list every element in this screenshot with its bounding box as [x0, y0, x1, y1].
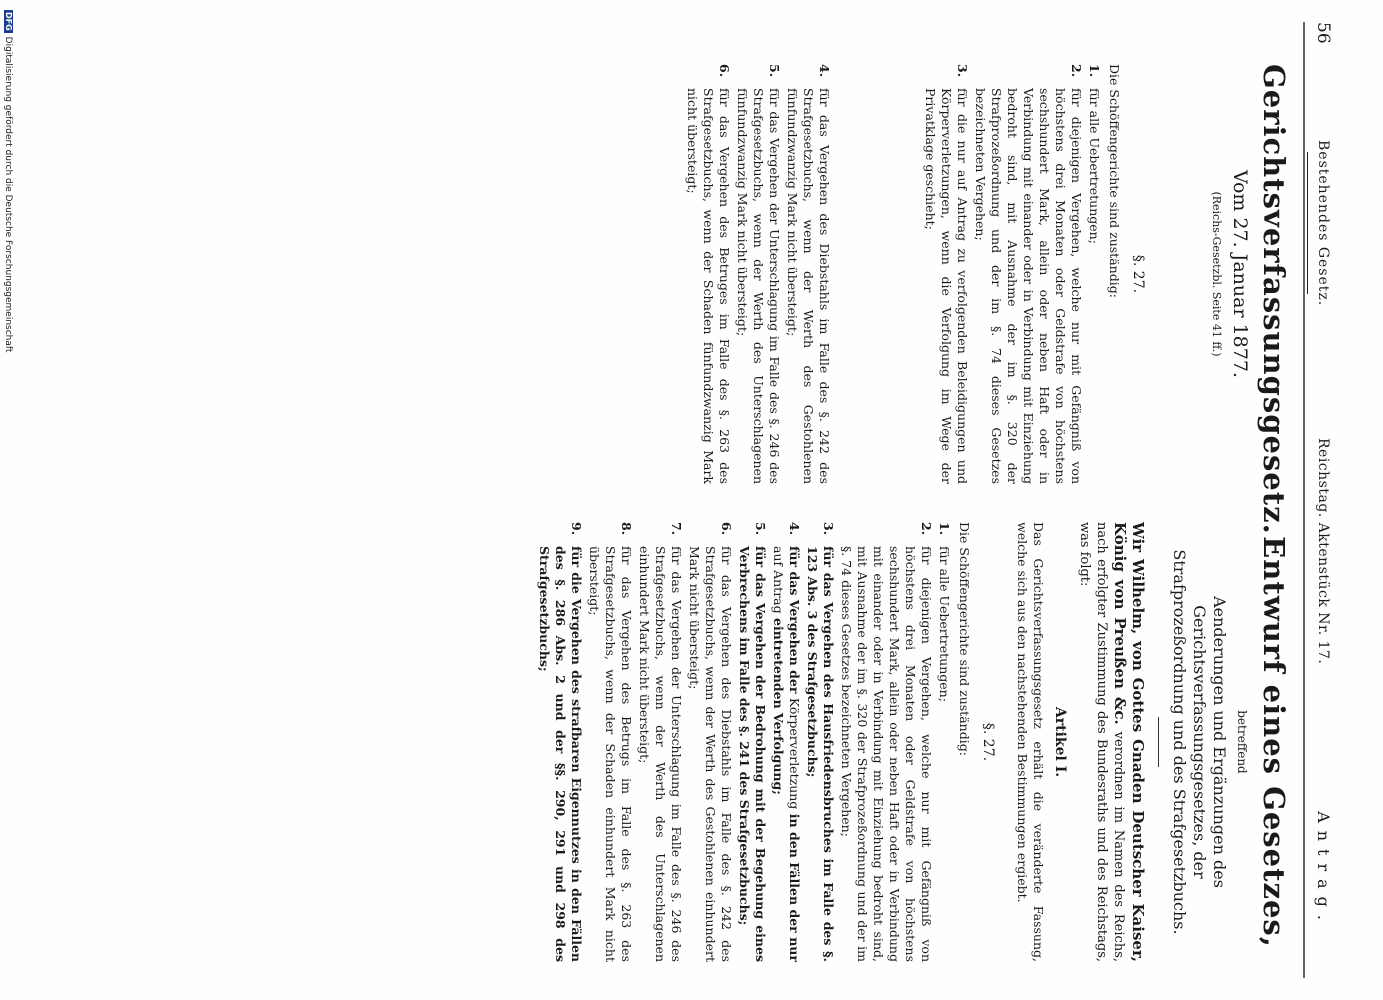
existing-law-section-heading: §. 27. [1130, 254, 1146, 294]
existing-law-column [682, 64, 1291, 535]
list-item: 6. für das Vergehen des Betruges im Falle des §. 263 des Strafgesetzbuchs, wenn der Schaden fünfundzwanzig Mark nicht übersteigt; [685, 64, 732, 484]
digitization-credit-text: Digitalisierung gefördert durch die Deutsche Forschungsgemeinschaft [3, 36, 13, 353]
existing-law-intro: Die Schöffengerichte sind zuständig: [1107, 64, 1122, 298]
draft-bill-intro: Die Schöffengerichte sind zuständig: [957, 522, 972, 756]
list-item: 1. für alle Uebertretungen; [1087, 64, 1102, 244]
list-item: 9. für die Vergehen des strafbaren Eigennutzes in den Fällen des §. 286 Abs. 2 und der §§. 290, 291 und 298 des Strafgesetzbuchs; [537, 522, 584, 962]
page-number: 56 [1313, 22, 1333, 44]
list-item: 2. für diejenigen Vergehen, welche nur mit Gefängniß von höchstens drei Monaten oder Geldstrafe von höchstens sechshundert Mark, allein oder neben Haft oder in Verbindung mit einander oder in Verbindung mit Einziehung bedroht sind, mit Ausnahme der im §. 320 der Strafprozeßordnung und der im §. 74 dieses Gesetzes bezeichneten Vergehen; [973, 64, 1084, 484]
draft-bill-title: Entwurf eines Gesetzes, [1257, 536, 1291, 948]
article-text: Das Gerichtsverfassungsgesetz erhält die veränderte Fassung, welche sich aus den nachstehenden Bestimmungen ergiebt. [1015, 522, 1046, 962]
header-left-label: Bestehendes Gesetz. [1315, 140, 1331, 307]
dfg-logo: DFG [4, 12, 13, 31]
list-item: 5. für das Vergehen der Unterschlagung im Falle des §. 246 des Strafgesetzbuchs, wenn der Werth des Unterschlagenen fünfundzwanzig Mark nicht übersteigt; [735, 64, 782, 484]
list-item: 3. für die nur auf Antrag zu verfolgenden Beleidigungen und Körperverletzungen, wenn die Verfolgung im Wege der Privatklage geschieht; [923, 64, 970, 484]
draft-bill-preamble [1076, 522, 1146, 962]
header-right-label: Antrag. [1314, 811, 1333, 928]
draft-bill-section-heading: §. 27. [980, 722, 996, 762]
list-item: 1. für alle Uebertretungen; [937, 522, 952, 702]
list-item: 3. für das Vergehen des Hausfriedensbruches im Falle des §. 123 Abs. 3 des Strafgesetzbuchs; [805, 522, 836, 962]
draft-bill-list [536, 522, 952, 962]
preamble-text: verordnen im Namen des Reichs, nach erfolgter Zustimmung des Bundesraths und des Reichstags, was folgt: [1077, 522, 1126, 962]
digitization-credit [3, 10, 13, 352]
list-item: 5. für das Vergehen der Bedrohung mit der Begehung eines Verbrechens im Falle des §. 241 des Strafgesetzbuchs; [737, 522, 768, 962]
draft-bill-column [534, 522, 1291, 962]
list-item: 2. für diejenigen Vergehen, welche nur mit Gefängniß von höchstens drei Monaten oder Geldstrafe von höchstens sechshundert Mark, allein oder neben Haft oder in Verbindung mit einander oder in Verbindung mit Einziehung bedroht sind, mit Ausnahme der im §. 320 der Strafprozeßordnung und der im §. 74 dieses Gesetzes bezeichneten Vergehen; [839, 522, 934, 962]
list-item: 6. für das Vergehen des Diebstahls im Falle des §. 242 des Strafgesetzbuchs, wenn der Werth des Gestohlenen einhundert Mark nicht übersteigt; [687, 522, 734, 962]
list-item: 7. für das Vergehen der Unterschlagung im Falle des §. 246 des Strafgesetzbuchs, wenn der Werth des Unterschlagenen einhundert Mark nicht übersteigt; [637, 522, 684, 962]
existing-law-title: Gerichtsverfassungsgesetz. [1257, 64, 1291, 535]
draft-bill-subtitle: Aenderungen und Ergänzungen des Gerichtsverfassungsgesetzes, der Strafprozeßordnung und des Strafgesetzbuchs. [1170, 549, 1229, 935]
preamble-ruler: Wir Wilhelm, von Gottes Gnaden Deutscher Kaiser, König von Preußen &c. [1111, 522, 1147, 962]
list-item: 8. für das Vergehen des Betrugs im Falle des §. 263 des Strafgesetzbuchs, wenn der Schaden einhundert Mark nicht übersteigt; [587, 522, 634, 962]
divider [1158, 717, 1159, 767]
existing-law-date: Vom 27. Januar 1877. [1229, 170, 1251, 378]
page-header [1303, 22, 1345, 978]
list-item: 4. für das Vergehen der Körperverletzung in den Fällen der nur auf Antrag eintretenden Verfolgung; [771, 522, 802, 962]
existing-law-list [684, 64, 1102, 484]
draft-bill-betreffend: betreffend [1235, 710, 1249, 774]
existing-law-reference: (Reichs-Gesetzbl. Seite 41 ff.) [1210, 191, 1223, 357]
article-heading: Artikel I. [1052, 706, 1068, 778]
list-item: 4. für das Vergehen des Diebstahls im Falle des §. 242 des Strafgesetzbuchs, wenn der Werth des Gestohlenen fünfundzwanzig Mark nicht übersteigt; [785, 64, 832, 484]
header-document-reference: Reichstag. Aktenstück Nr. 17. [1315, 438, 1331, 665]
